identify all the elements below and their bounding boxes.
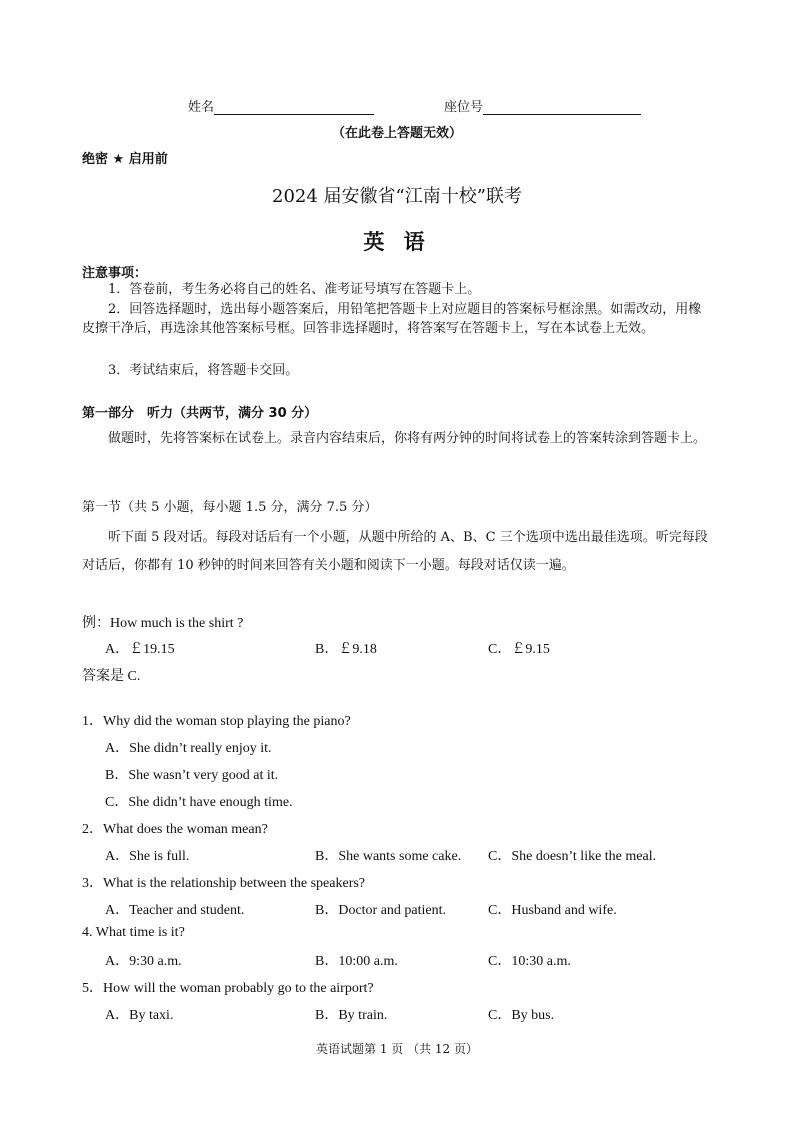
question-4: 4. What time is it? xyxy=(82,925,185,940)
question-3-option-a: A．Teacher and student. xyxy=(105,903,245,918)
example-option-c: C．￡9.15 xyxy=(488,642,550,657)
question-3: 3．What is the relationship between the speakers? xyxy=(82,876,366,891)
question-1-option-b: B．She wasn’t very good at it. xyxy=(105,768,279,783)
part1-instruction: 做题时，先将答案标在试卷上。录音内容结束后，你将有两分钟的时间将试卷上的答案转涂到答题卡上。 xyxy=(108,431,707,446)
question-3-option-c: C．Husband and wife. xyxy=(488,903,617,918)
example-option-b: B．￡9.18 xyxy=(315,642,377,657)
question-5: 5．How will the woman probably go to the airport? xyxy=(82,981,374,996)
notice-item-3: 3．考试结束后，将答题卡交回。 xyxy=(108,363,299,378)
example-answer: 答案是 C. xyxy=(82,669,141,684)
part1-title: 第一部分 听力（共两节，满分 30 分） xyxy=(82,406,318,421)
seat-blank-line[interactable] xyxy=(483,100,641,115)
question-5-option-c: C．By bus. xyxy=(488,1008,555,1023)
secret-label: 绝密 ★ 启用前 xyxy=(82,152,168,167)
question-1-option-c: C．She didn’t have enough time. xyxy=(105,795,293,810)
invalid-note: （在此卷上答题无效） xyxy=(331,126,462,141)
name-label: 姓名 xyxy=(188,100,215,115)
page-footer: 英语试题第 1 页 （共 12 页） xyxy=(316,1042,478,1056)
notice-item-1: 1．答卷前，考生务必将自己的姓名、准考证号填写在答题卡上。 xyxy=(108,282,481,297)
notice-item-2: 2．回答选择题时，选出每小题答案后，用铅笔把答题卡上对应题目的答案标号框涂黑。如需改动，用橡皮擦干净后，再选涂其他答案标号框。回答非选择题时，将答案写在答题卡上，写在本试卷上无效。 xyxy=(82,302,702,336)
question-1: 1．Why did the woman stop playing the piano? xyxy=(82,714,351,729)
question-4-option-a: A．9:30 a.m. xyxy=(105,954,182,969)
section1-title: 第一节（共 5 小题，每小题 1.5 分，满分 7.5 分） xyxy=(82,500,378,515)
name-blank-line[interactable] xyxy=(214,100,374,115)
name-field xyxy=(188,96,374,115)
question-5-option-b: B．By train. xyxy=(315,1008,388,1023)
question-4-option-b: B．10:00 a.m. xyxy=(315,954,398,969)
notice-title: 注意事项： xyxy=(82,266,148,281)
question-2-option-c: C．She doesn’t like the meal. xyxy=(488,849,657,864)
question-2: 2．What does the woman mean? xyxy=(82,822,268,837)
question-3-option-b: B．Doctor and patient. xyxy=(315,903,447,918)
question-4-option-c: C．10:30 a.m. xyxy=(488,954,571,969)
section1-instruction: 听下面 5 段对话。每段对话后有一个小题，从题中所给的 A、B、C 三个选项中选出最佳选项。听完每段对话后，你都有 10 秒钟的时间来回答有关小题和阅读下一小题。每段对话仅读一遍。 xyxy=(82,530,708,573)
subject-title: 英 语 xyxy=(363,230,431,254)
exam-title: 2024 届安徽省“江南十校”联考 xyxy=(272,186,522,207)
seat-field xyxy=(444,96,641,115)
seat-label: 座位号 xyxy=(444,100,484,115)
question-2-option-b: B．She wants some cake. xyxy=(315,849,462,864)
example-question: 例：How much is the shirt ? xyxy=(82,616,244,631)
question-5-option-a: A．By taxi. xyxy=(105,1008,174,1023)
question-1-option-a: A．She didn’t really enjoy it. xyxy=(105,741,272,756)
example-option-a: A．￡19.15 xyxy=(105,642,175,657)
question-2-option-a: A．She is full. xyxy=(105,849,190,864)
